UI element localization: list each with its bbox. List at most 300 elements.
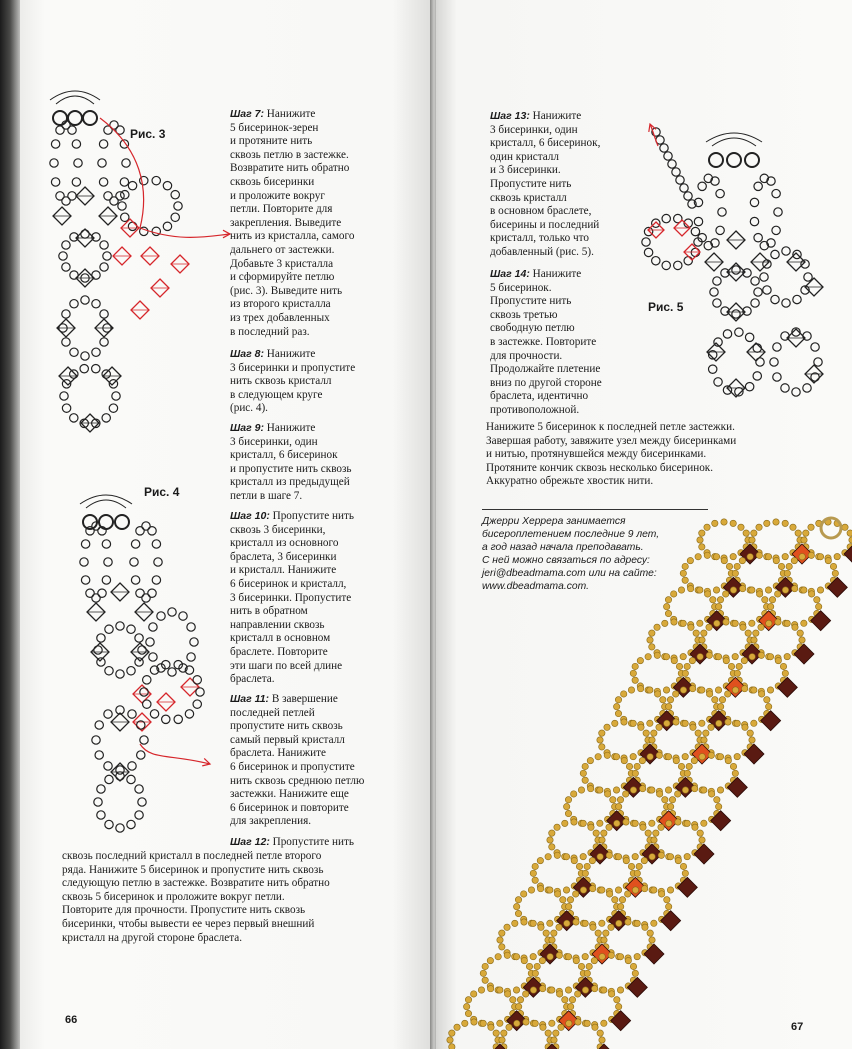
photo-seed-bead	[689, 685, 695, 691]
photo-seed-bead	[665, 703, 671, 709]
photo-seed-bead	[521, 957, 527, 963]
photo-seed-bead	[719, 697, 725, 703]
photo-seed-bead	[586, 963, 592, 969]
photo-seed-bead	[643, 730, 649, 736]
photo-seed-bead	[549, 1020, 555, 1026]
seed-bead	[92, 594, 100, 602]
seed-bead	[127, 625, 135, 633]
photo-seed-bead	[506, 1024, 512, 1030]
step-9-label: Шаг 9:	[230, 422, 264, 434]
photo-seed-bead	[682, 563, 688, 569]
photo-seed-bead	[799, 554, 805, 560]
seed-bead	[62, 338, 70, 346]
seed-bead	[773, 343, 781, 351]
seed-bead	[152, 576, 160, 584]
photo-seed-bead	[626, 763, 632, 769]
photo-seed-bead	[671, 657, 677, 663]
photo-seed-bead	[673, 719, 679, 725]
photo-seed-bead	[797, 630, 803, 636]
seed-bead	[732, 310, 740, 318]
photo-seed-bead	[680, 620, 686, 626]
seed-bead	[109, 404, 117, 412]
photo-seed-bead	[487, 957, 493, 963]
photo-seed-bead	[565, 903, 571, 909]
photo-seed-bead	[767, 603, 773, 609]
photo-seed-bead	[673, 757, 679, 763]
photo-seed-bead	[549, 830, 555, 836]
photo-seed-bead	[706, 624, 712, 630]
photo-seed-bead	[591, 957, 597, 963]
seed-bead	[745, 333, 753, 341]
seed-bead	[128, 710, 136, 718]
photo-seed-bead	[784, 570, 790, 576]
photo-seed-bead	[684, 853, 690, 859]
photo-seed-bead	[554, 852, 560, 858]
photo-seed-bead	[504, 924, 510, 930]
seed-bead	[146, 638, 154, 646]
seed-bead	[781, 384, 789, 392]
photo-seed-bead	[499, 944, 505, 950]
photo-seed-bead	[734, 563, 740, 569]
seed-bead	[68, 126, 76, 134]
photo-seed-bead	[732, 770, 738, 776]
photo-seed-bead	[641, 885, 647, 891]
photo-seed-bead	[570, 791, 576, 797]
photo-seed-bead	[732, 620, 738, 626]
photo-seed-bead	[449, 1030, 455, 1036]
seed-bead	[642, 238, 650, 246]
photo-seed-bead	[732, 687, 738, 693]
photo-seed-bead	[649, 820, 655, 826]
seed-bead	[684, 257, 692, 265]
seed-bead	[185, 710, 193, 718]
photo-seed-bead	[704, 591, 710, 597]
photo-seed-bead	[817, 554, 823, 560]
photo-seed-bead	[634, 920, 640, 926]
photo-seed-bead	[632, 887, 638, 893]
photo-seed-bead	[676, 663, 682, 669]
step-10	[230, 510, 354, 687]
photo-seed-bead	[721, 519, 727, 525]
seed-bead	[691, 227, 699, 235]
photo-seed-bead	[480, 1020, 486, 1026]
seed-bead	[157, 612, 165, 620]
photo-seed-bead	[688, 624, 694, 630]
photo-seed-bead	[447, 1037, 453, 1043]
photo-seed-bead	[599, 887, 605, 893]
photo-seed-bead	[471, 1019, 477, 1025]
photo-seed-bead	[462, 1020, 468, 1026]
photo-seed-bead	[791, 585, 797, 591]
photo-seed-bead	[528, 887, 534, 893]
photo-seed-bead	[714, 620, 720, 626]
photo-seed-bead	[601, 937, 607, 943]
photo-seed-bead	[495, 954, 501, 960]
photo-seed-bead	[547, 954, 553, 960]
photo-seed-bead	[784, 620, 790, 626]
step-9-text: Нанижите 3 бисеринки, один кристалл, 6 бисеринок и пропустите нить сквозь кристалл из предыдущей петли в шаге 7.	[230, 422, 352, 502]
photo-seed-bead	[497, 937, 503, 943]
photo-seed-bead	[658, 891, 664, 897]
seed-bead	[143, 676, 151, 684]
photo-seed-bead	[651, 730, 657, 736]
photo-seed-bead	[691, 785, 697, 791]
photo-seed-bead	[734, 720, 740, 726]
photo-seed-bead	[721, 557, 727, 563]
step-12-label: Шаг 12:	[230, 836, 270, 848]
photo-seed-bead	[647, 637, 653, 643]
photo-seed-bead	[775, 619, 781, 625]
seed-bead	[168, 668, 176, 676]
seed-bead	[99, 178, 107, 186]
photo-seed-bead	[595, 754, 601, 760]
photo-seed-bead	[612, 897, 618, 903]
photo-seed-bead	[569, 997, 575, 1003]
photo-seed-bead	[601, 1020, 607, 1026]
seed-bead	[644, 248, 652, 256]
photo-seed-bead	[684, 663, 690, 669]
seed-bead	[92, 365, 100, 373]
photo-seed-bead	[782, 553, 788, 559]
photo-seed-bead	[482, 977, 488, 983]
photo-seed-bead	[632, 853, 638, 859]
photo-seed-bead	[556, 924, 562, 930]
photo-seed-bead	[589, 885, 595, 891]
seed-bead	[676, 176, 684, 184]
seed-bead	[56, 192, 64, 200]
photo-seed-bead	[715, 687, 721, 693]
step-7-text: Нанижите 5 бисеринок-зерен и протяните нить сквозь петлю в застежке. Возвратите нить обратно сквозь бисеринки и проложите вокруг петли. Повторите для закрепления. Выведите нить из кристалла, самого дальнего от застежки. Добавьте 3 кристалла и сформируйте петлю (рис. 3). Выведите нить из второго кристалла из трех добавленных в последний раз.	[230, 108, 355, 338]
seed-bead	[754, 182, 762, 190]
seed-bead	[81, 576, 89, 584]
step-14-continuation: Нанижите 5 бисеринок к последней петле застежки. Завершая работу, завяжите узел между бисеринками и нитью, протянувшейся между бисеринками. Протяните кончик сквозь несколько бисеринок. Аккуратно обрежьте хвостик нити.	[486, 421, 737, 488]
bracelet-photo	[456, 500, 852, 1049]
seed-bead	[94, 798, 102, 806]
photo-seed-bead	[549, 844, 555, 850]
photo-seed-bead	[554, 824, 560, 830]
seed-bead	[127, 820, 135, 828]
photo-seed-bead	[706, 652, 712, 658]
photo-seed-bead	[675, 819, 681, 825]
photo-seed-bead	[534, 963, 540, 969]
seed-bead	[50, 159, 58, 167]
photo-seed-bead	[769, 597, 775, 603]
photo-seed-bead	[730, 763, 736, 769]
photo-seed-bead	[497, 1020, 503, 1026]
photo-seed-bead	[580, 853, 586, 859]
seed-bead	[138, 798, 146, 806]
photo-seed-bead	[728, 663, 734, 669]
photo-seed-bead	[551, 1037, 557, 1043]
photo-seed-bead	[799, 637, 805, 643]
photo-seed-bead	[687, 557, 693, 563]
seed-bead	[174, 202, 182, 210]
photo-seed-bead	[556, 991, 562, 997]
figure-4-diagram	[60, 482, 240, 842]
photo-seed-bead	[549, 987, 555, 993]
photo-seed-bead	[713, 587, 719, 593]
photo-seed-bead	[699, 530, 705, 536]
photo-seed-bead	[599, 744, 605, 750]
seed-bead	[62, 404, 70, 412]
photo-seed-bead	[567, 897, 573, 903]
photo-seed-bead	[758, 624, 764, 630]
photo-seed-bead	[817, 587, 823, 593]
photo-seed-bead	[634, 763, 640, 769]
photo-seed-bead	[603, 930, 609, 936]
photo-seed-bead	[784, 653, 790, 659]
photo-seed-bead	[674, 791, 680, 797]
photo-seed-bead	[587, 757, 593, 763]
photo-seed-bead	[539, 985, 545, 991]
seed-bead	[716, 226, 724, 234]
photo-seed-bead	[571, 857, 577, 863]
photo-seed-bead	[551, 930, 557, 936]
clasp-arc	[712, 138, 756, 146]
photo-seed-bead	[645, 654, 651, 660]
photo-seed-bead	[547, 887, 553, 893]
photo-seed-bead	[664, 897, 670, 903]
photo-seed-bead	[708, 724, 714, 730]
seed-bead	[152, 176, 160, 184]
photo-seed-bead	[782, 670, 788, 676]
photo-seed-bead	[795, 530, 801, 536]
photo-seed-bead	[756, 552, 762, 558]
photo-seed-bead	[558, 1024, 564, 1030]
photo-seed-bead	[775, 657, 781, 663]
photo-seed-bead	[749, 537, 755, 543]
photo-seed-bead	[630, 670, 636, 676]
photo-seed-bead	[660, 697, 666, 703]
seed-bead	[112, 392, 120, 400]
photo-seed-bead	[642, 924, 648, 930]
photo-seed-bead	[758, 652, 764, 658]
photo-seed-bead	[589, 857, 595, 863]
photo-seed-bead	[697, 830, 703, 836]
seed-bead	[135, 785, 143, 793]
step-14-text: Нанижите 5 бисеринок. Пропустите нить сквозь третью свободную петлю в застежке. Повторите для прочности. Продолжайте плетение вниз по другой стороне браслета, идентично противоположной.	[490, 268, 602, 416]
photo-seed-bead	[671, 619, 677, 625]
photo-seed-bead	[767, 687, 773, 693]
photo-seed-bead	[575, 1019, 581, 1025]
photo-seed-bead	[597, 737, 603, 743]
photo-seed-bead	[786, 563, 792, 569]
seed-bead	[187, 623, 195, 631]
seed-bead	[698, 182, 706, 190]
seed-bead	[120, 178, 128, 186]
seed-bead	[710, 288, 718, 296]
step-8-text: Нанижите 3 бисеринки и пропустите нить сквозь кристалл в следующем круге (рис. 4).	[230, 348, 356, 415]
photo-seed-bead	[665, 787, 671, 793]
clasp-loop	[83, 111, 97, 125]
photo-seed-bead	[738, 524, 744, 530]
seed-bead	[152, 540, 160, 548]
seed-bead	[179, 612, 187, 620]
photo-seed-bead	[830, 563, 836, 569]
photo-seed-bead	[521, 919, 527, 925]
seed-bead	[662, 214, 670, 222]
photo-seed-bead	[658, 852, 664, 858]
photo-seed-bead	[630, 753, 636, 759]
photo-seed-bead	[601, 987, 607, 993]
photo-seed-bead	[638, 724, 644, 730]
photo-seed-bead	[613, 754, 619, 760]
photo-seed-bead	[678, 587, 684, 593]
seed-bead	[102, 540, 110, 548]
photo-seed-bead	[645, 830, 651, 836]
seed-bead	[814, 358, 822, 366]
photo-seed-bead	[649, 937, 655, 943]
page-number-right: 67	[791, 1021, 804, 1033]
photo-seed-bead	[678, 763, 684, 769]
photo-seed-bead	[532, 1020, 538, 1026]
photo-seed-bead	[653, 830, 659, 836]
seed-bead	[98, 159, 106, 167]
photo-seed-bead	[599, 837, 605, 843]
seed-bead	[131, 540, 139, 548]
photo-seed-bead	[739, 585, 745, 591]
photo-seed-bead	[636, 863, 642, 869]
photo-seed-bead	[686, 763, 692, 769]
seed-bead	[104, 762, 112, 770]
seed-bead	[92, 300, 100, 308]
step-8	[230, 348, 355, 416]
photo-seed-bead	[597, 1030, 603, 1036]
seed-bead	[773, 373, 781, 381]
photo-seed-bead	[465, 997, 471, 1003]
photo-seed-bead	[701, 820, 707, 826]
step-13	[490, 110, 600, 260]
photo-seed-bead	[562, 997, 568, 1003]
photo-seed-bead	[663, 654, 669, 660]
photo-seed-bead	[741, 657, 747, 663]
clasp-loop	[53, 111, 67, 125]
photo-seed-bead	[680, 687, 686, 693]
seed-bead	[92, 348, 100, 356]
photo-seed-bead	[697, 537, 703, 543]
photo-seed-bead	[725, 757, 731, 763]
photo-seed-bead	[615, 854, 621, 860]
photo-seed-bead	[615, 710, 621, 716]
photo-seed-bead	[751, 530, 757, 536]
photo-seed-bead	[571, 819, 577, 825]
seed-bead	[694, 217, 702, 225]
seed-bead	[127, 775, 135, 783]
seed-bead	[128, 762, 136, 770]
photo-seed-bead	[666, 820, 672, 826]
photo-seed-bead	[740, 624, 746, 630]
photo-seed-bead	[663, 687, 669, 693]
photo-seed-bead	[663, 603, 669, 609]
photo-seed-bead	[488, 1024, 494, 1030]
photo-seed-bead	[530, 987, 536, 993]
seed-bead	[150, 710, 158, 718]
photo-seed-bead	[756, 591, 762, 597]
photo-seed-bead	[597, 820, 603, 826]
photo-seed-bead	[615, 887, 621, 893]
photo-seed-bead	[530, 920, 536, 926]
seed-bead	[716, 189, 724, 197]
photo-seed-bead	[715, 803, 721, 809]
photo-seed-bead	[582, 953, 588, 959]
photo-seed-bead	[574, 991, 580, 997]
photo-seed-bead	[834, 553, 840, 559]
photo-seed-bead	[649, 787, 655, 793]
photo-seed-bead	[582, 763, 588, 769]
photo-seed-bead	[482, 963, 488, 969]
photo-seed-bead	[669, 797, 675, 803]
seed-bead	[95, 721, 103, 729]
seed-bead	[97, 785, 105, 793]
photo-seed-bead	[684, 820, 690, 826]
photo-seed-bead	[573, 919, 579, 925]
photo-seed-bead	[504, 991, 510, 997]
photo-seed-bead	[664, 720, 670, 726]
photo-seed-bead	[522, 991, 528, 997]
seed-bead	[772, 226, 780, 234]
photo-seed-bead	[637, 685, 643, 691]
photo-seed-bead	[712, 697, 718, 703]
photo-seed-bead	[624, 891, 630, 897]
photo-seed-bead	[724, 691, 730, 697]
photo-seed-bead	[792, 624, 798, 630]
seed-bead	[51, 140, 59, 148]
photo-seed-bead	[667, 803, 673, 809]
seed-bead	[171, 191, 179, 199]
figure-5-diagram	[636, 112, 846, 412]
photo-seed-bead	[667, 887, 673, 893]
photo-seed-bead	[730, 587, 736, 593]
seed-bead	[672, 168, 680, 176]
seed-bead	[102, 576, 110, 584]
seed-bead	[70, 348, 78, 356]
seed-bead	[745, 382, 753, 390]
photo-seed-bead	[692, 824, 698, 830]
thread-path	[140, 744, 210, 764]
photo-seed-bead	[556, 952, 562, 958]
seed-bead	[723, 330, 731, 338]
photo-seed-bead	[656, 752, 662, 758]
seed-bead	[62, 310, 70, 318]
photo-seed-bead	[706, 691, 712, 697]
photo-seed-bead	[647, 930, 653, 936]
photo-seed-bead	[562, 820, 568, 826]
seed-bead	[118, 202, 126, 210]
photo-seed-bead	[554, 891, 560, 897]
seed-bead	[60, 392, 68, 400]
photo-seed-bead	[599, 730, 605, 736]
photo-seed-bead	[699, 720, 705, 726]
step-11-label: Шаг 11:	[230, 693, 270, 705]
seed-bead	[193, 700, 201, 708]
seed-bead	[72, 140, 80, 148]
photo-seed-bead	[701, 630, 707, 636]
photo-seed-bead	[658, 824, 664, 830]
photo-seed-bead	[651, 837, 657, 843]
photo-seed-bead	[675, 857, 681, 863]
seed-bead	[664, 152, 672, 160]
photo-seed-bead	[699, 687, 705, 693]
step-8-label: Шаг 8:	[230, 348, 264, 360]
photo-seed-bead	[639, 785, 645, 791]
photo-seed-bead	[563, 887, 569, 893]
seed-bead	[128, 181, 136, 189]
photo-seed-bead	[497, 987, 503, 993]
photo-seed-bead	[532, 970, 538, 976]
photo-seed-bead	[553, 1030, 559, 1036]
photo-seed-bead	[773, 519, 779, 525]
seed-bead	[105, 775, 113, 783]
